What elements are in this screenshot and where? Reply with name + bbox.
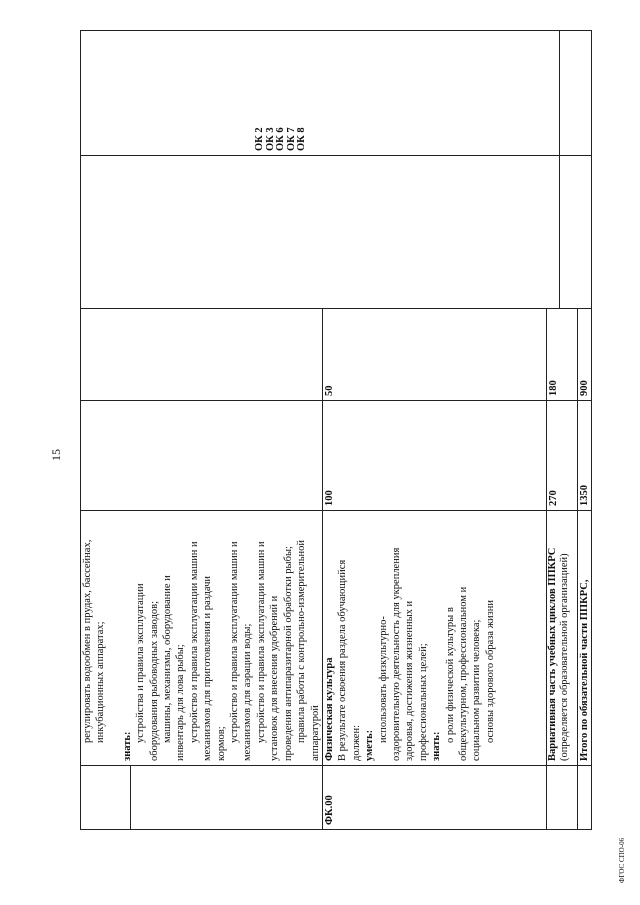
variable-obligatory-hours: 180 (546, 309, 577, 401)
know-item: устройства и правила эксплуатации (135, 583, 147, 743)
fk-know-item: о роли физической культуры в (444, 607, 456, 743)
know-item: правила работы с контрольно-измерительной (296, 539, 308, 743)
table-row (81, 31, 131, 830)
know-item: аппаратурой (309, 705, 321, 761)
continued-text-line: регулировать водообмен в прудах, бассейнах, (82, 539, 93, 743)
know-item: инвентарь для лова рыбы; (175, 644, 187, 761)
competency-code: ОК 7 (285, 127, 297, 151)
know-item: оборудования рыбоводных заводов; (148, 600, 160, 761)
competency-code: ОК 8 (296, 127, 307, 151)
know-item: устройство и правила эксплуатации машин и (188, 541, 200, 743)
know-item: механизмов для аэрации воды; (242, 623, 254, 761)
continued-text-line: инкубационных аппаратах; (95, 621, 107, 743)
index-cell (81, 766, 131, 830)
fk-intro-line: должен: (350, 724, 362, 761)
page-number: 15 (49, 449, 63, 461)
know-label: знать: (121, 731, 133, 761)
competencies-cell (81, 31, 560, 156)
index-cell (577, 766, 591, 830)
footer-label: ФГОС СПО-06 (618, 837, 626, 883)
competencies-cell (559, 31, 591, 156)
fk-know-item: основы здорового образа жизни (484, 600, 496, 743)
know-item: кормов; (215, 726, 227, 761)
fk-code: ФК.00 (322, 766, 546, 830)
able-item: профессиональных целей; (417, 643, 429, 761)
variable-part-note: (определяется образовательной организацией) (558, 553, 570, 761)
able-item: оздоровительную деятельность для укрепления (390, 547, 402, 761)
able-item: здоровья, достижения жизненных и (404, 600, 416, 761)
total-obligatory-hours: 900 (577, 309, 591, 401)
fk-know-label: знать: (431, 731, 443, 761)
fk-total-hours: 100 (322, 401, 546, 511)
total-title: Итого по обязательной части ППКРС, (577, 511, 591, 766)
know-item: проведения антипаразитарной обработки рыбы; (282, 546, 294, 761)
total-hours-cell (81, 401, 323, 511)
able-label: уметь: (364, 729, 376, 761)
know-item: установок для внесения удобрений и (269, 595, 281, 761)
fk-description (322, 511, 546, 766)
variable-part-title: Вариативная часть учебных циклов ППКРС (546, 547, 558, 761)
fk-know-item: общекультурном, профессиональном и (457, 586, 469, 761)
obligatory-hours-cell (81, 309, 323, 401)
know-item: механизмов для приготовления и раздачи (202, 575, 214, 761)
fk-intro-line: В результате освоения раздела обучающийся (337, 559, 349, 761)
know-item: устройство и правила эксплуатации машин и (229, 541, 241, 743)
variable-total-hours: 270 (546, 401, 577, 511)
fk-know-item: социальном развитии человека; (471, 619, 483, 761)
competency-code: ОК 2 (254, 127, 265, 151)
index-cell (546, 766, 577, 830)
discipline-cell (559, 156, 591, 309)
variable-part-cell (546, 511, 577, 766)
discipline-cell (81, 156, 560, 309)
skills-knowledge-cell (81, 511, 323, 766)
curriculum-table (80, 30, 592, 830)
able-item: использовать физкультурно- (377, 616, 389, 743)
competency-code: ОК 6 (275, 127, 286, 151)
fk-obligatory-hours: 50 (322, 309, 546, 401)
competency-code: ОК 3 (264, 127, 276, 151)
know-item: устройство и правила эксплуатации машин и (255, 541, 267, 743)
index-cell (131, 766, 323, 830)
fk-title: Физическая культура (323, 657, 335, 761)
know-item: машины, механизмы, оборудование и (162, 575, 174, 743)
total-hours: 1350 (577, 401, 591, 511)
